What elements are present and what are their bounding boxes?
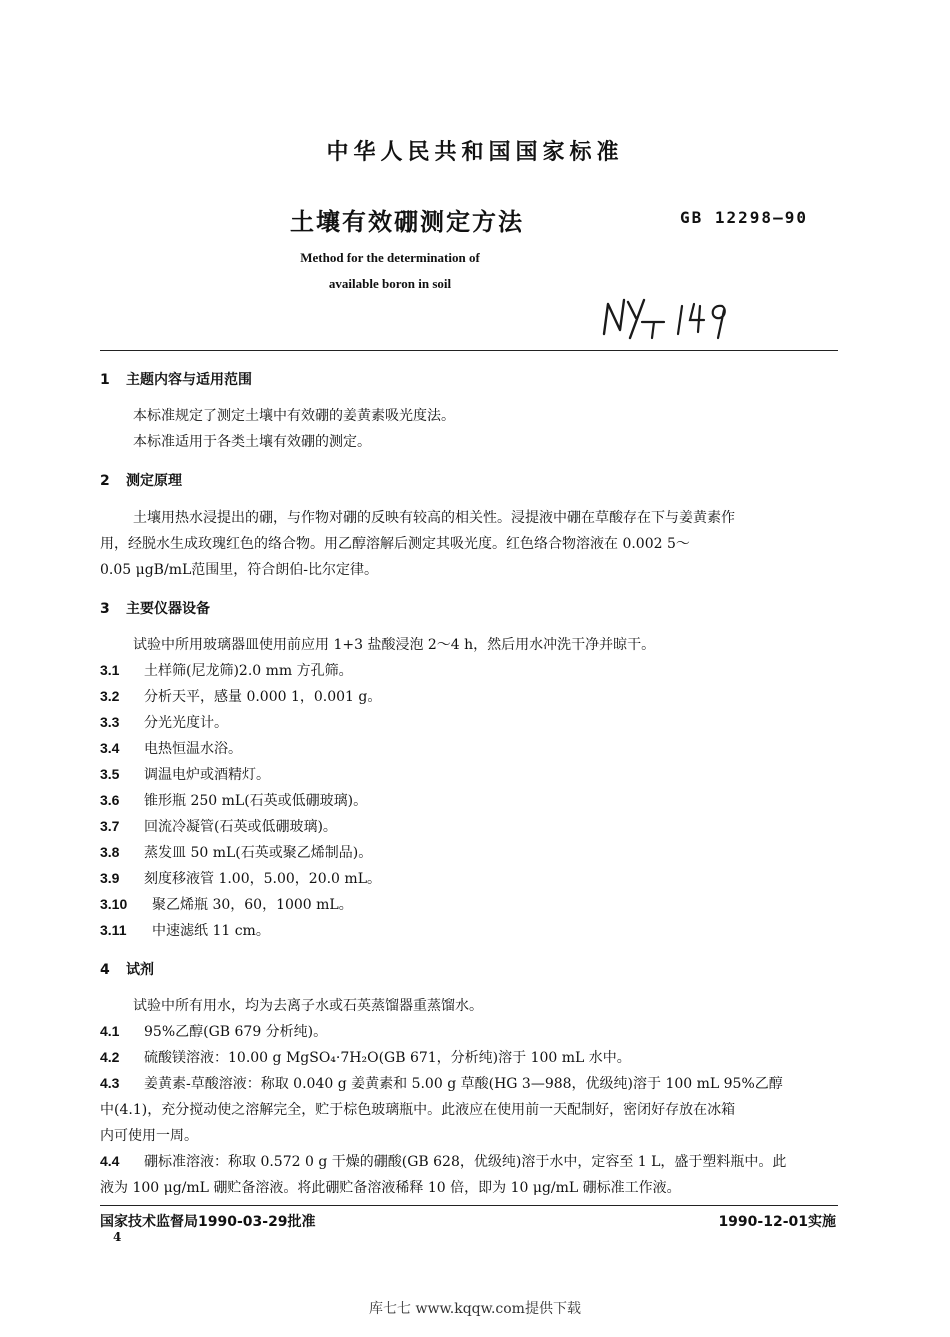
item-text: 电热恒温水浴。 (144, 741, 242, 757)
item-text: 95%乙醇(GB 679 分析纯)。 (144, 1024, 328, 1040)
item-text: 蒸发皿 50 mL(石英或聚乙烯制品)。 (144, 845, 373, 861)
reagent-item-4-3-line-2: 中(4.1)，充分搅动使之溶解完全，贮于棕色玻璃瓶中。此液应在使用前一天配制好，密闭好存放在冰箱 (100, 1102, 736, 1118)
equipment-item (100, 894, 353, 914)
standard-code: GB 12298—90 (680, 208, 808, 227)
item-number: 4.3 (100, 1075, 120, 1091)
section-4-heading (100, 959, 154, 979)
item-text: 分光光度计。 (144, 715, 228, 731)
section-1-number: 1 (100, 372, 110, 388)
footer-divider (100, 1205, 838, 1206)
section-2-line-1: 土壤用热水浸提出的硼，与作物对硼的反映有较高的相关性。浸提液中硼在草酸存在下与姜黄素作 (133, 510, 735, 526)
section-1-heading (100, 369, 252, 389)
equipment-item (100, 764, 270, 784)
item-text: 土样筛(尼龙筛)2.0 mm 方孔筛。 (144, 663, 353, 679)
section-2-number: 2 (100, 473, 110, 489)
english-title-line-2: available boron in soil (328, 276, 452, 291)
item-number: 3.9 (100, 870, 120, 886)
page-number: 4 (113, 1230, 122, 1244)
item-number: 3.6 (100, 792, 120, 808)
section-2-heading (100, 470, 182, 490)
reagent-item-4-3 (100, 1073, 783, 1093)
section-2-title: 测定原理 (126, 473, 182, 489)
item-number: 3.4 (100, 740, 120, 756)
section-3-title: 主要仪器设备 (126, 601, 210, 617)
item-number: 3.3 (100, 714, 120, 730)
section-1-paragraph-1: 本标准规定了测定土壤中有效硼的姜黄素吸光度法。 (133, 408, 455, 424)
approval-date: 国家技术监督局1990-03-29批准 (100, 1214, 316, 1230)
item-text: 聚乙烯瓶 30，60，1000 mL。 (152, 897, 353, 913)
effective-date: 1990-12-01实施 (718, 1214, 836, 1230)
reagent-item-4-1 (100, 1021, 327, 1041)
item-number: 4.2 (100, 1049, 120, 1065)
item-number: 3.5 (100, 766, 120, 782)
equipment-item (100, 686, 381, 706)
item-number: 3.1 (100, 662, 120, 678)
item-text: 分析天平，感量 0.000 1，0.001 g。 (144, 689, 382, 705)
section-1-paragraph-2: 本标准适用于各类土壤有效硼的测定。 (133, 434, 371, 450)
section-4-number: 4 (100, 962, 110, 978)
item-text: 调温电炉或酒精灯。 (144, 767, 270, 783)
document-title: 土壤有效硼测定方法 (290, 208, 524, 236)
item-number: 3.10 (100, 896, 128, 912)
equipment-item (100, 868, 381, 888)
item-number: 4.4 (100, 1153, 120, 1169)
item-text: 刻度移液管 1.00，5.00，20.0 mL。 (144, 871, 381, 887)
section-4-title: 试剂 (126, 962, 154, 978)
reagent-item-4-4-line-2: 液为 100 μg/mL 硼贮备溶液。将此硼贮备溶液稀释 10 倍，即为 10 μg/mL 硼标准工作液。 (100, 1180, 681, 1196)
reagent-item-4-2 (100, 1047, 631, 1067)
section-2-line-3: 0.05 μgB/mL范围里，符合朗伯-比尔定律。 (100, 562, 378, 578)
equipment-item (100, 712, 228, 732)
reagent-item-4-4 (100, 1151, 786, 1171)
equipment-item (100, 816, 337, 836)
equipment-item (100, 842, 372, 862)
item-text: 锥形瓶 250 mL(石英或低硼玻璃)。 (144, 793, 368, 809)
item-text: 硼标准溶液：称取 0.572 0 g 干燥的硼酸(GB 628，优级纯)溶于水中，定容至 1 L，盛于塑料瓶中。此 (144, 1154, 787, 1170)
header-divider (100, 350, 838, 351)
equipment-item (100, 738, 242, 758)
section-1-title: 主题内容与适用范围 (126, 372, 252, 388)
item-number: 3.2 (100, 688, 120, 704)
item-text: 硫酸镁溶液：10.00 g MgSO₄·7H₂O(GB 671，分析纯)溶于 100 mL 水中。 (144, 1050, 631, 1066)
reagent-item-4-3-line-3: 内可使用一周。 (100, 1128, 198, 1144)
section-3-heading (100, 598, 210, 618)
item-text: 中速滤纸 11 cm。 (152, 923, 270, 939)
equipment-item (100, 790, 367, 810)
section-3-number: 3 (100, 601, 110, 617)
item-number: 3.8 (100, 844, 120, 860)
equipment-item (100, 920, 270, 940)
section-3-intro: 试验中所用玻璃器皿使用前应用 1+3 盐酸浸泡 2～4 h，然后用水冲洗干净并晾干。 (133, 637, 656, 653)
item-number: 3.11 (100, 922, 127, 938)
publisher-header: 中华人民共和国国家标准 (326, 140, 624, 165)
section-2-line-2: 用，经脱水生成玫瑰红色的络合物。用乙醇溶解后测定其吸光度。红色络合物溶液在 0.002 5～ (100, 536, 690, 552)
equipment-item (100, 660, 353, 680)
item-text: 回流冷凝管(石英或低硼玻璃)。 (144, 819, 337, 835)
item-text: 姜黄素-草酸溶液：称取 0.040 g 姜黄素和 5.00 g 草酸(HG 3—988，优级纯)溶于 100 mL 95%乙醇 (144, 1076, 783, 1092)
item-number: 3.7 (100, 818, 120, 834)
english-title-line-1: Method for the determination of (300, 250, 480, 265)
download-watermark: 库七七 www.kqqw.com提供下载 (369, 1301, 581, 1317)
handwritten-annotation (598, 292, 738, 342)
item-number: 4.1 (100, 1023, 120, 1039)
section-4-intro: 试验中所有用水，均为去离子水或石英蒸馏器重蒸馏水。 (133, 998, 483, 1014)
